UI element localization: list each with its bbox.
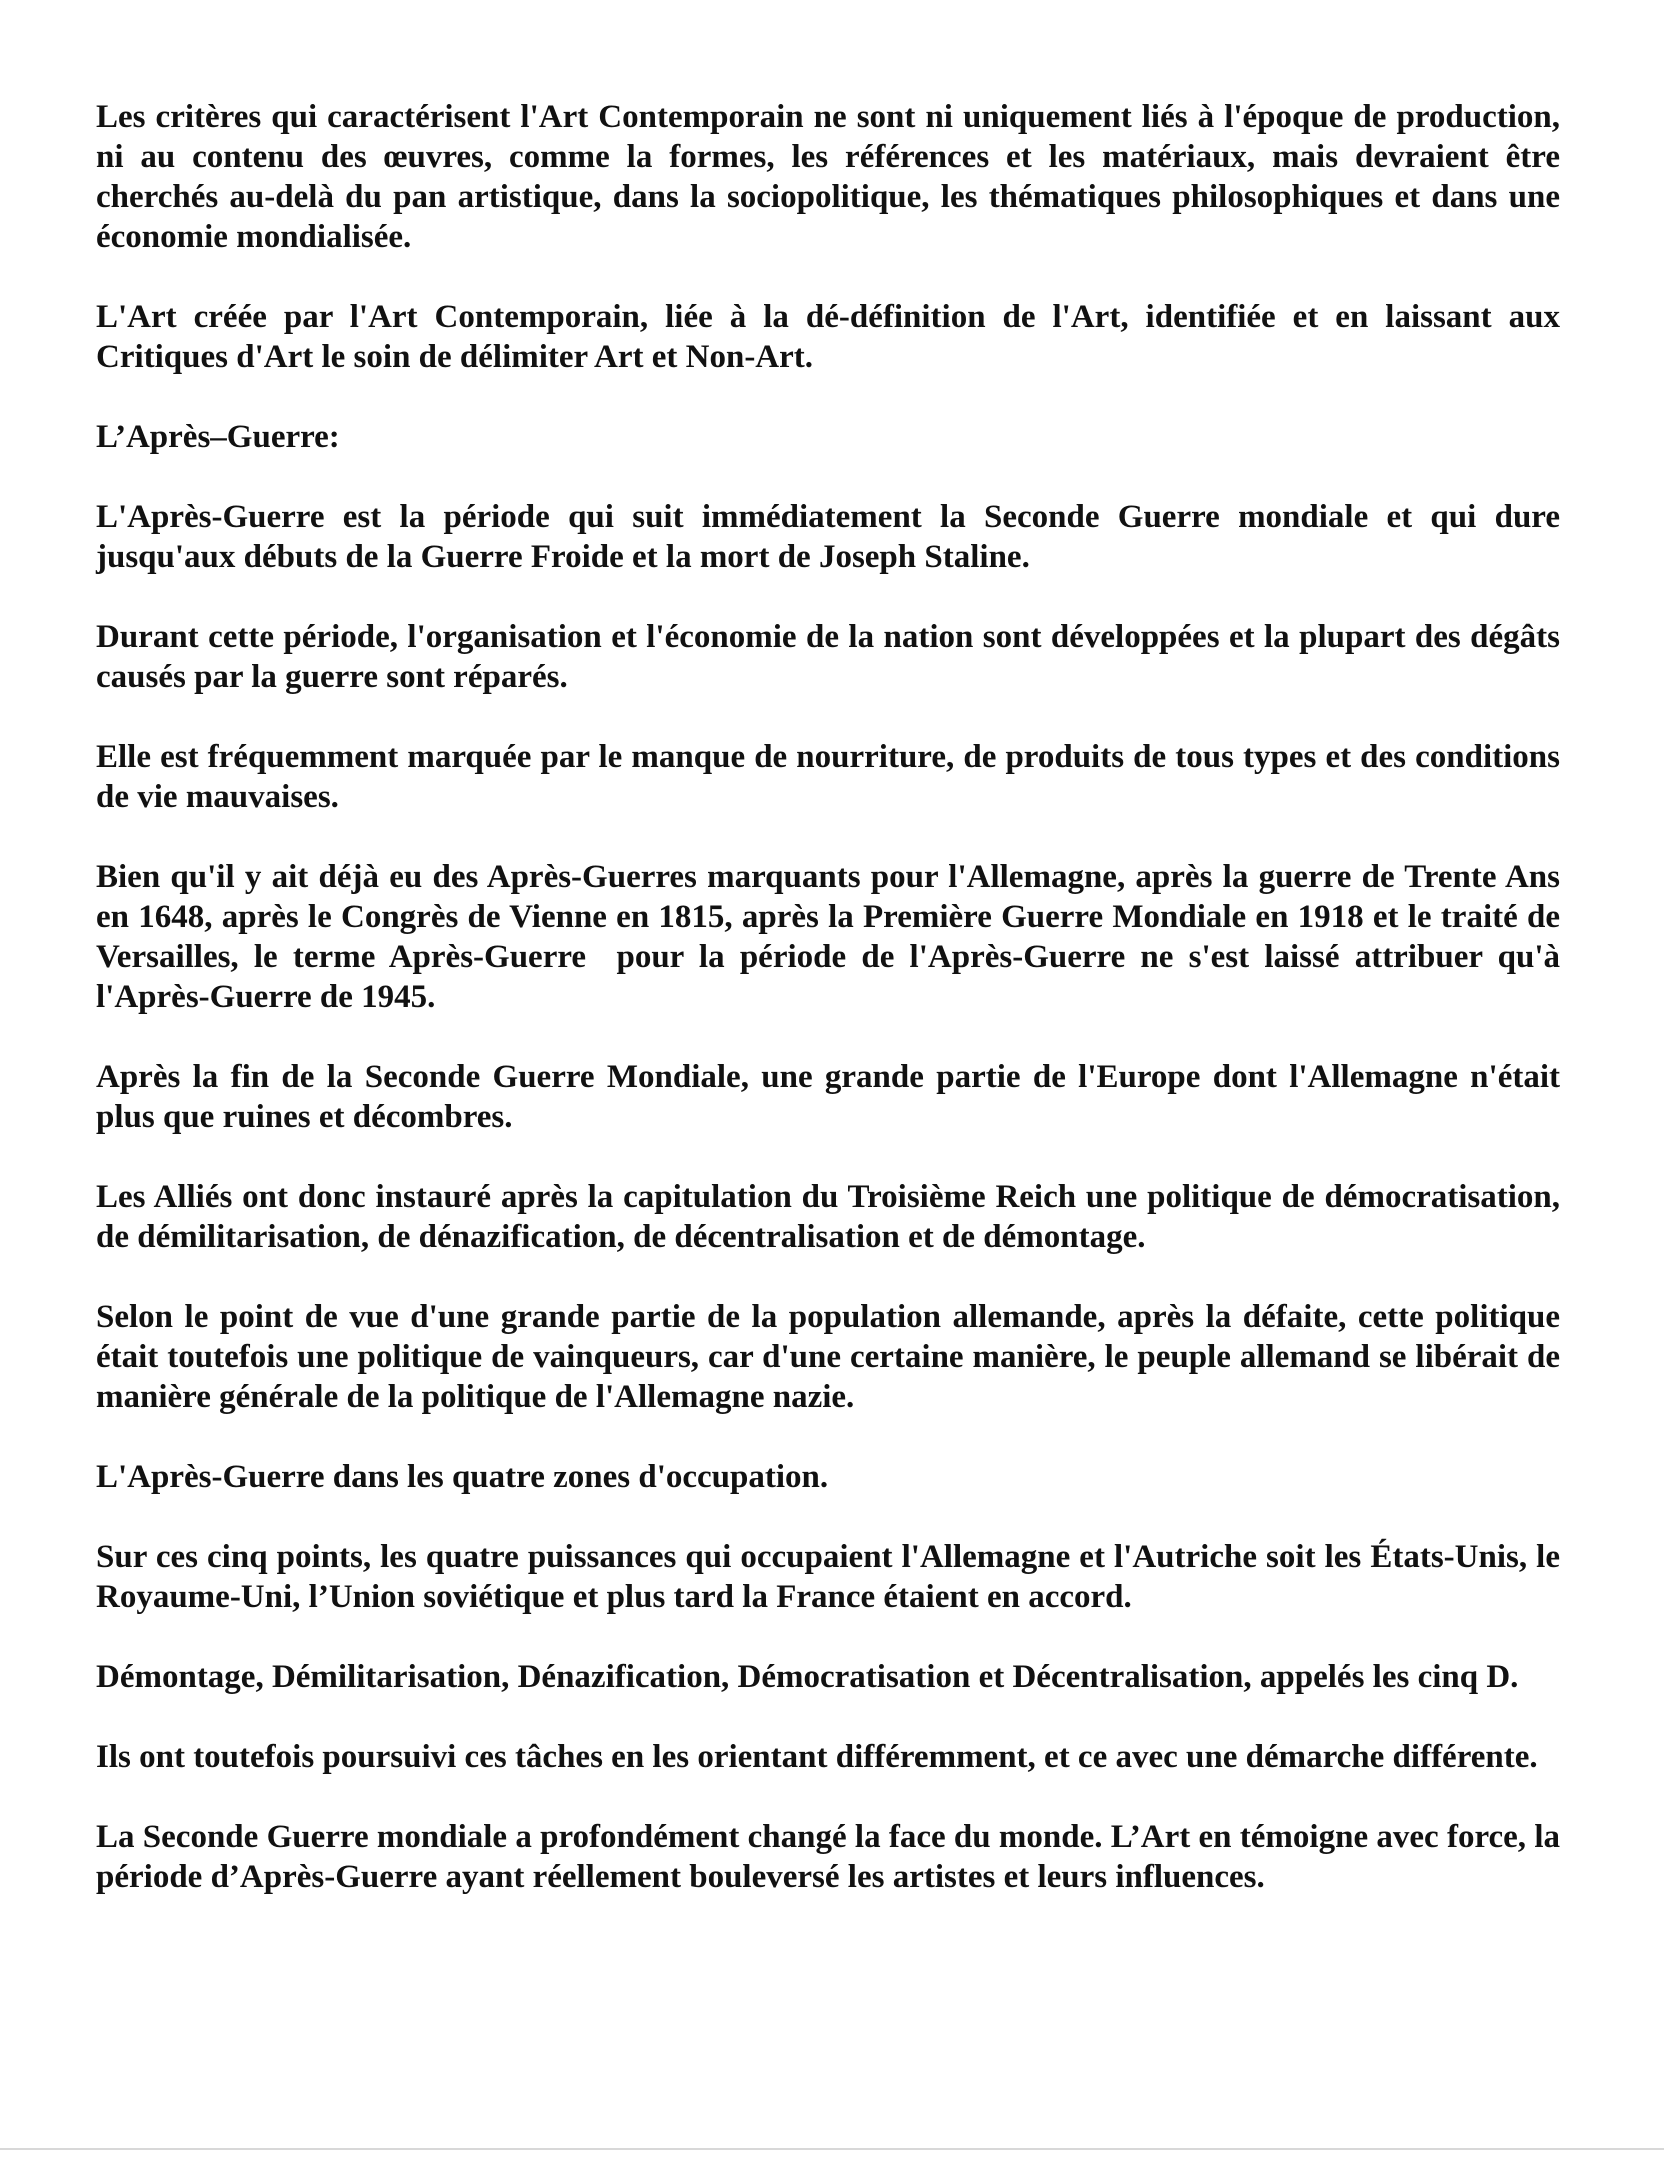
paragraph-shortages: Elle est fréquemment marquée par le manque de nourriture, de produits de tous types et des conditions de vie mauvaises. <box>96 739 1569 815</box>
section-heading-apres-guerre: L’Après–Guerre: <box>96 419 340 455</box>
paragraph-five-d: Démontage, Démilitarisation, Dénazification, Démocratisation et Décentralisation, appelés les cinq D. <box>96 1659 1519 1695</box>
paragraph-art-definition: L'Art créée par l'Art Contemporain, liée à la dé-définition de l'Art, identifiée et en laissant aux Critiques d'Art le soin de délimiter Art et Non-Art. <box>96 299 1569 375</box>
document-body <box>96 97 1569 1897</box>
paragraph-different-approach: Ils ont toutefois poursuivi ces tâches en les orientant différemment, et ce avec une démarche différente. <box>96 1739 1538 1775</box>
paragraph-europe-ruins: Après la fin de la Seconde Guerre Mondiale, une grande partie de l'Europe dont l'Allemagne n'était plus que ruines et décombres. <box>96 1059 1569 1135</box>
paragraph-four-powers: Sur ces cinq points, les quatre puissances qui occupaient l'Allemagne et l'Autriche soit les États-Unis, le Royaume-Uni, l’Union soviétique et plus tard la France étaient en accord. <box>96 1539 1569 1615</box>
scan-bottom-edge <box>0 2148 1664 2150</box>
paragraph-apres-guerre-definition: L'Après-Guerre est la période qui suit immédiatement la Seconde Guerre mondiale et qui dure jusqu'aux débuts de la Guerre Froide et la mort de Joseph Staline. <box>96 499 1569 575</box>
paragraph-allied-policy: Les Alliés ont donc instauré après la capitulation du Troisième Reich une politique de démocratisation, de démilitarisation, de dénazification, de décentralisation et de démontage. <box>96 1179 1569 1255</box>
paragraph-period-development: Durant cette période, l'organisation et l'économie de la nation sont développées et la plupart des dégâts causés par la guerre sont réparés. <box>96 619 1569 695</box>
paragraph-occupation-zones: L'Après-Guerre dans les quatre zones d'occupation. <box>96 1459 829 1495</box>
paragraph-art-testimony: La Seconde Guerre mondiale a profondément changé la face du monde. L’Art en témoigne avec force, la période d’Après-Guerre ayant réellement bouleversé les artistes et leurs influences. <box>96 1819 1569 1895</box>
paragraph-art-criteria: Les critères qui caractérisent l'Art Contemporain ne sont ni uniquement liés à l'époque de production, ni au contenu des œuvres, comme la formes, les références et les matériaux, mais devraient être cherchés au-delà du pan artistique, dans la sociopolitique, les thématiques philosophiques et dans une économie mondialisée. <box>96 99 1569 255</box>
paragraph-historical-postwars: Bien qu'il y ait déjà eu des Après-Guerres marquants pour l'Allemagne, après la guerre de Trente Ans en 1648, après le Congrès de Vienne en 1815, après la Première Guerre Mondiale en 1918 et le traité de Versailles, le terme Après-Guerre pour la période de l'Après-Guerre ne s'est laissé attribuer qu'à l'Après-Guerre de 1945. <box>96 859 1569 1015</box>
paragraph-german-viewpoint: Selon le point de vue d'une grande partie de la population allemande, après la défaite, cette politique était toutefois une politique de vainqueurs, car d'une certaine manière, le peuple allemand se libérait de manière générale de la politique de l'Allemagne nazie. <box>96 1299 1569 1415</box>
